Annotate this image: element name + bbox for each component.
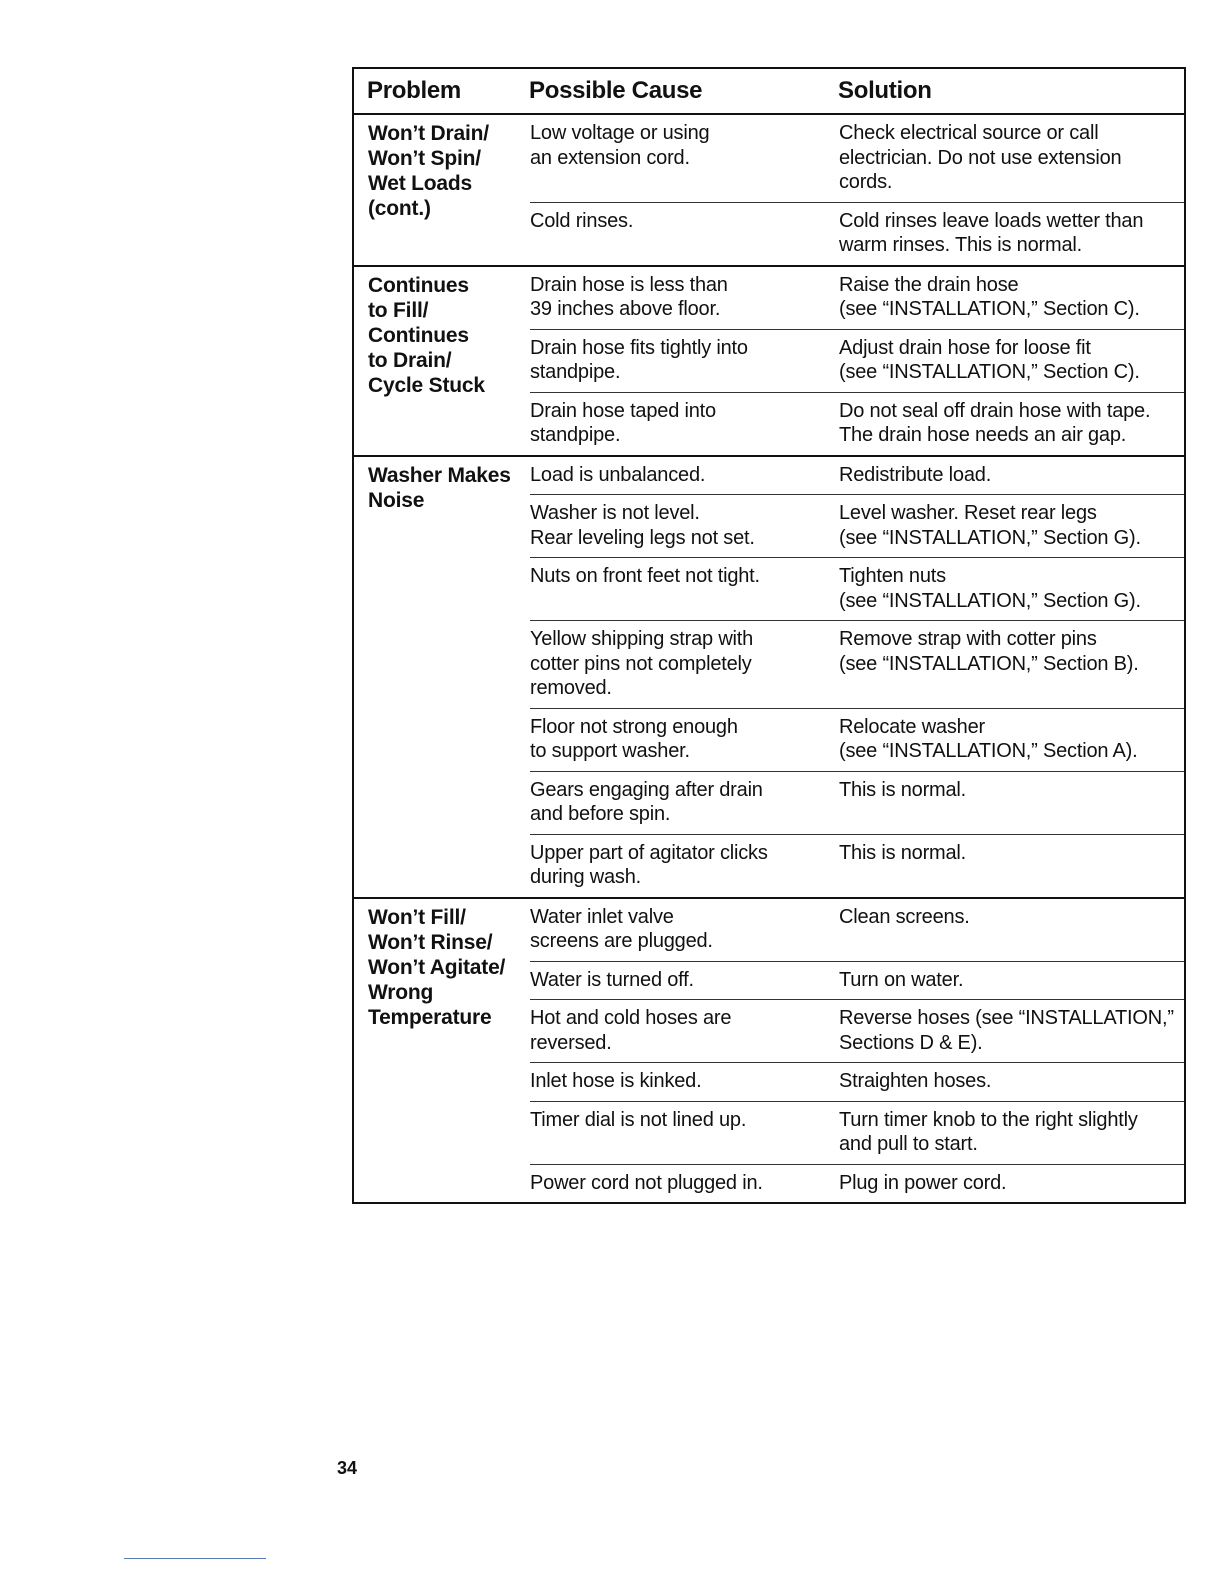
solution-cell: Straighten hoses. bbox=[839, 1070, 992, 1092]
solution-cell: Relocate washer (see “INSTALLATION,” Section A). bbox=[839, 715, 1138, 762]
solution-cell: Raise the drain hose (see “INSTALLATION,” Section C). bbox=[839, 273, 1140, 320]
cause-cell: Drain hose is less than 39 inches above floor. bbox=[530, 273, 728, 320]
solution-cell: Turn timer knob to the right slightly and pull to start. bbox=[839, 1108, 1138, 1155]
cause-cell: Upper part of agitator clicks during wash. bbox=[530, 841, 768, 888]
table-row bbox=[530, 772, 1184, 835]
problem-group-washer-noise bbox=[354, 457, 1184, 899]
table-row bbox=[530, 495, 1184, 558]
table-row bbox=[530, 899, 1184, 962]
problem-label: Won’t Fill/ Won’t Rinse/ Won’t Agitate/ Wrong Temperature bbox=[368, 905, 506, 1029]
problem-label: Won’t Drain/ Won’t Spin/ Wet Loads (cont.) bbox=[368, 122, 489, 220]
table-row bbox=[530, 709, 1184, 772]
solution-cell: Clean screens. bbox=[839, 905, 970, 928]
solution-cell: Cold rinses leave loads wetter than warm rinses. This is normal. bbox=[839, 209, 1144, 256]
table-row bbox=[530, 457, 1184, 496]
solution-cell: Redistribute load. bbox=[839, 463, 992, 486]
table-row bbox=[530, 558, 1184, 621]
cause-cell: Hot and cold hoses are reversed. bbox=[530, 1007, 732, 1054]
cause-cell: Floor not strong enough to support washer. bbox=[530, 715, 738, 762]
table-header bbox=[354, 69, 1184, 115]
table-row bbox=[530, 203, 1184, 265]
table-row bbox=[530, 393, 1184, 455]
cause-cell: Low voltage or using an extension cord. bbox=[530, 122, 710, 169]
cause-cell: Drain hose taped into standpipe. bbox=[530, 399, 716, 446]
table-row bbox=[530, 621, 1184, 709]
problem-group-continues-to-fill bbox=[354, 267, 1184, 457]
table-row bbox=[530, 1063, 1184, 1102]
solution-cell: Plug in power cord. bbox=[839, 1171, 1007, 1194]
solution-cell: Level washer. Reset rear legs (see “INSTALLATION,” Section G). bbox=[839, 502, 1141, 549]
cause-cell: Washer is not level. Rear leveling legs not set. bbox=[530, 502, 755, 549]
footer-divider bbox=[124, 1558, 266, 1559]
cause-cell: Timer dial is not lined up. bbox=[530, 1108, 747, 1131]
cause-cell: Water inlet valve screens are plugged. bbox=[530, 905, 713, 952]
cause-cell: Nuts on front feet not tight. bbox=[530, 565, 760, 587]
cause-cell: Drain hose fits tightly into standpipe. bbox=[530, 336, 748, 383]
problem-label: Continues to Fill/ Continues to Drain/ Cycle Stuck bbox=[368, 273, 485, 397]
table-row bbox=[530, 1102, 1184, 1165]
table-row bbox=[530, 330, 1184, 393]
solution-cell: This is normal. bbox=[839, 841, 967, 864]
cause-cell: Inlet hose is kinked. bbox=[530, 1070, 702, 1092]
troubleshooting-table bbox=[352, 67, 1186, 1204]
table-row bbox=[530, 115, 1184, 203]
solution-cell: Reverse hoses (see “INSTALLATION,” Sections D & E). bbox=[839, 1007, 1174, 1054]
header-possible-cause: Possible Cause bbox=[529, 77, 703, 104]
cause-cell: Water is turned off. bbox=[530, 968, 694, 991]
table-row bbox=[530, 1165, 1184, 1203]
solution-cell: Tighten nuts (see “INSTALLATION,” Section G). bbox=[839, 565, 1141, 612]
solution-cell: Do not seal off drain hose with tape. The drain hose needs an air gap. bbox=[839, 399, 1151, 446]
table-row bbox=[530, 835, 1184, 897]
cause-cell: Cold rinses. bbox=[530, 209, 634, 232]
solution-cell: Adjust drain hose for loose fit (see “INSTALLATION,” Section C). bbox=[839, 336, 1140, 383]
header-problem: Problem bbox=[367, 77, 461, 104]
solution-cell: Turn on water. bbox=[839, 968, 964, 991]
cause-cell: Load is unbalanced. bbox=[530, 463, 706, 486]
page-number: 34 bbox=[337, 1458, 358, 1478]
header-solution: Solution bbox=[838, 77, 932, 104]
solution-cell: Check electrical source or call electrician. Do not use extension cords. bbox=[839, 122, 1122, 193]
problem-group-wont-fill bbox=[354, 899, 1184, 1203]
solution-cell: Remove strap with cotter pins (see “INSTALLATION,” Section B). bbox=[839, 628, 1139, 675]
table-row bbox=[530, 267, 1184, 330]
table-row bbox=[530, 1000, 1184, 1063]
solution-cell: This is normal. bbox=[839, 778, 967, 801]
problem-group-wont-drain bbox=[354, 115, 1184, 267]
cause-cell: Yellow shipping strap with cotter pins not completely removed. bbox=[530, 628, 754, 699]
cause-cell: Power cord not plugged in. bbox=[530, 1171, 763, 1194]
cause-cell: Gears engaging after drain and before spin. bbox=[530, 778, 763, 825]
problem-label: Washer Makes Noise bbox=[368, 463, 511, 512]
table-row bbox=[530, 962, 1184, 1001]
